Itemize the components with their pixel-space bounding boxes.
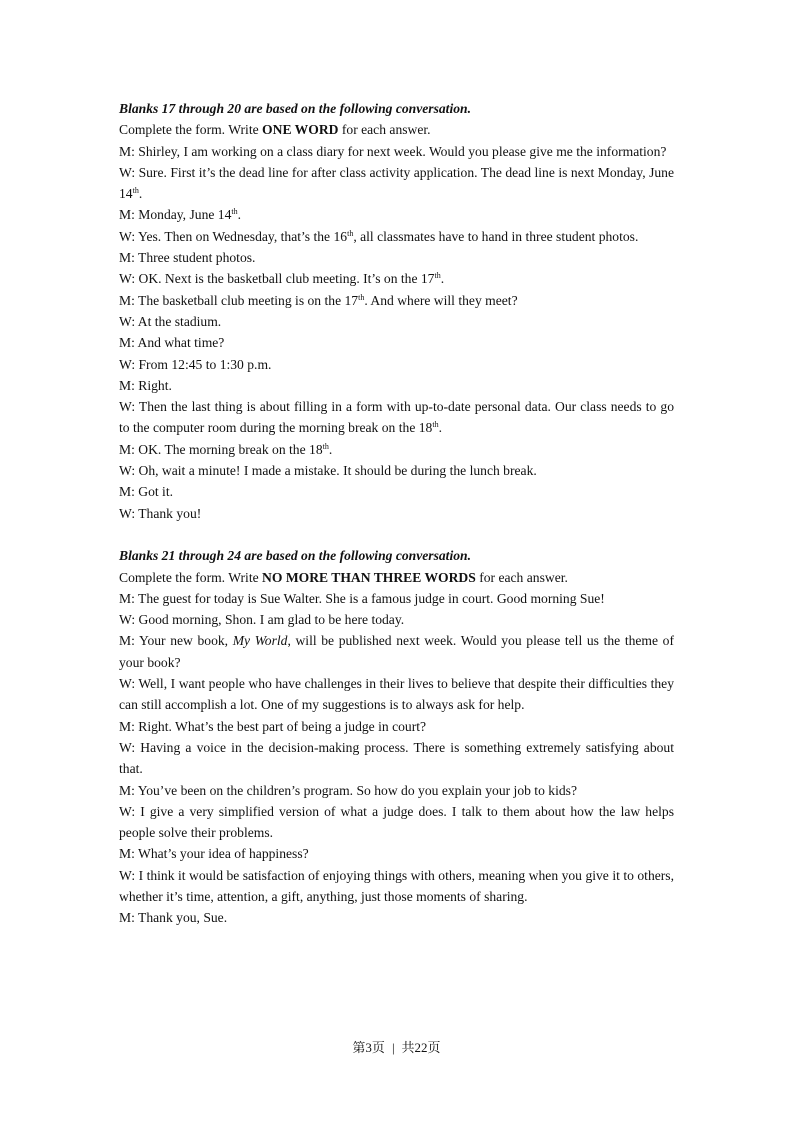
dialogue-line: W: Having a voice in the decision-making process. There is something extremely satisfying about that.: [119, 739, 674, 777]
page-number: 第3页: [352, 1040, 385, 1055]
document-body: [119, 98, 674, 929]
dialogue-line: W: Well, I want people who have challenges in their lives to believe that despite their difficulties they can still accomplish a lot. One of my suggestions is to always ask for help.: [119, 676, 674, 713]
section-spacer: [119, 524, 674, 545]
dialogue-line: [119, 290, 674, 311]
section-heading: Blanks 17 through 20 are based on the following conversation.: [119, 101, 471, 116]
dialogue-line: [119, 226, 674, 247]
ordinal-suffix: th: [434, 271, 441, 281]
instruction-text: for each answer.: [338, 122, 431, 138]
instruction-text: Complete the form. Write: [119, 122, 263, 138]
dialogue-line: M: What’s your idea of happiness?: [119, 846, 309, 862]
line-text: W: Yes. Then on Wednesday, that’s the 16: [119, 228, 348, 244]
dialogue-line: W: Oh, wait a minute! I made a mistake. It should be during the lunch break.: [119, 463, 537, 479]
dialogue-line: W: I think it would be satisfaction of enjoying things with others, meaning when you give it to others, whether it’s time, attention, a gift, anything, just those moments of sharing.: [119, 867, 674, 904]
instruction-text: for each answer.: [475, 569, 568, 585]
dialogue-line: [119, 204, 674, 225]
page-footer: [0, 1039, 793, 1057]
dialogue-line: M: The guest for today is Sue Walter. She is a famous judge in court. Good morning Sue!: [119, 590, 605, 606]
dialogue-line: M: Thank you, Sue.: [119, 910, 228, 926]
line-text: W: Sure. First it’s the dead line for after class activity application. The dead line is next Monday, June 14: [119, 164, 674, 202]
instruction-emphasis: NO MORE THAN THREE WORDS: [262, 569, 476, 585]
dialogue-line: W: Good morning, Shon. I am glad to be here today.: [119, 612, 405, 628]
line-text: W: OK. Next is the basketball club meeting. It’s on the 17: [119, 271, 435, 287]
book-title: My World: [232, 633, 288, 649]
line-text: M: OK. The morning break on the 18: [119, 441, 323, 457]
instruction: [119, 567, 674, 588]
section-heading: Blanks 21 through 24 are based on the following conversation.: [119, 548, 471, 564]
ordinal-suffix: th: [231, 207, 238, 217]
dialogue-line: M: Right. What’s the best part of being a judge in court?: [119, 718, 427, 734]
line-text: , will be published next week. Would you please tell us the theme of your book?: [119, 633, 674, 670]
dialogue-line: W: I give a very simplified version of what a judge does. I talk to them about how the law helps people solve their problems.: [119, 803, 674, 841]
dialogue-line: [119, 162, 674, 205]
dialogue-line: [119, 396, 674, 439]
ordinal-suffix: th: [358, 292, 365, 302]
ordinal-suffix: th: [322, 441, 329, 451]
line-text: . And where will they meet?: [364, 292, 518, 308]
line-punct: .: [440, 271, 445, 287]
dialogue-line: M: Three student photos.: [119, 250, 256, 266]
line-text: W: Then the last thing is about filling in a form with up-to-date personal data. Our class needs to go to the computer room during the morning break on the 18: [119, 399, 674, 436]
instruction: [119, 119, 674, 140]
line-text: M: The basketball club meeting is on the 17: [119, 292, 359, 308]
line-text: M: Your new book,: [119, 633, 233, 649]
line-punct: .: [328, 441, 333, 457]
page-total: 共22页: [401, 1040, 441, 1055]
line-punct: .: [138, 186, 143, 202]
line-text: , all classmates have to hand in three student photos.: [353, 228, 639, 244]
dialogue-line: M: You’ve been on the children’s program. So how do you explain your job to kids?: [119, 782, 577, 798]
ordinal-suffix: th: [132, 186, 139, 196]
dialogue-line: W: At the stadium.: [119, 313, 222, 329]
line-text: M: Monday, June 14: [119, 207, 232, 223]
footer-separator: |: [391, 1040, 395, 1055]
line-punct: .: [438, 420, 442, 436]
instruction-text: Complete the form. Write: [119, 569, 263, 585]
dialogue-line: M: Got it.: [119, 484, 174, 500]
dialogue-line: M: Right.: [119, 377, 172, 393]
dialogue-line: [119, 439, 674, 460]
dialogue-line: [119, 630, 674, 673]
ordinal-suffix: th: [347, 228, 354, 238]
dialogue-line: W: From 12:45 to 1:30 p.m.: [119, 356, 272, 372]
dialogue-line: M: Shirley, I am working on a class diary for next week. Would you please give me the information?: [119, 143, 667, 159]
dialogue-line: [119, 268, 674, 289]
dialogue-line: W: Thank you!: [119, 505, 202, 521]
instruction-emphasis: ONE WORD: [262, 122, 339, 138]
line-punct: .: [237, 207, 242, 223]
dialogue-line: M: And what time?: [119, 335, 225, 351]
ordinal-suffix: th: [432, 420, 439, 430]
